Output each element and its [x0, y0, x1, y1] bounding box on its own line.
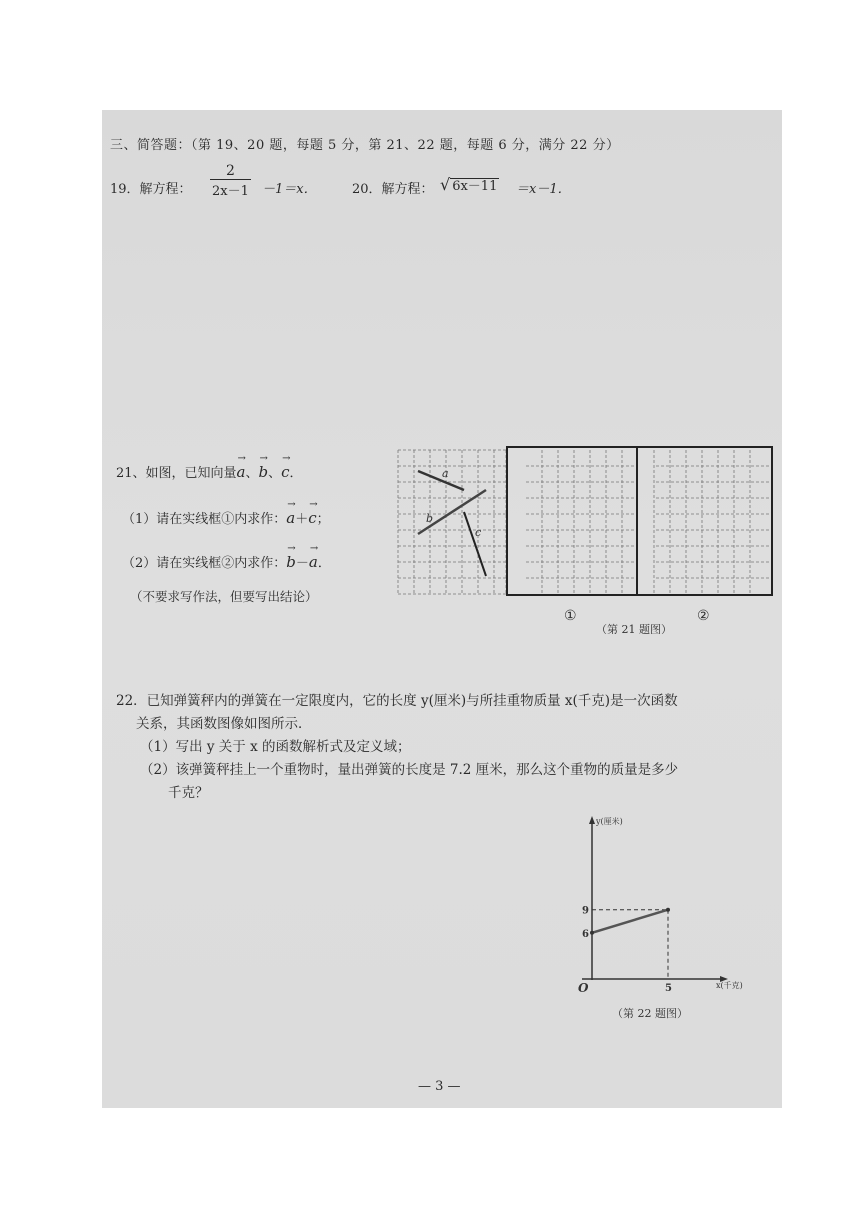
page-number: — 3 — — [418, 1079, 461, 1094]
vector-a-label: a — [442, 467, 449, 480]
sqrt-icon: √ — [440, 175, 451, 194]
vector-b-label: b — [426, 512, 434, 525]
q19-numerator: 2 — [225, 163, 235, 179]
y-axis-arrow-icon — [589, 816, 595, 824]
q20-radicand: 6x－11 — [452, 179, 498, 194]
q22-caption: （第 22 题图） — [612, 1007, 688, 1020]
section-heading: 三、简答题：（第 19、20 题，每题 5 分，第 21、22 题，每题 6 分，满分 22 分） — [110, 138, 620, 153]
solid-frame-1 — [507, 447, 637, 595]
vector-a: → a — [237, 463, 246, 481]
q20-rest: ＝x－1． — [516, 182, 571, 197]
minus-sign: － — [295, 556, 309, 571]
q22-line1: 22．已知弹簧秤内的弹簧在一定限度内，它的长度 y(厘米)与所挂重物质量 x(千克)是一次函数 — [116, 693, 678, 709]
q21-note: （不要求写作法，但要写出结论） — [130, 589, 318, 604]
q22-line2: 关系，其函数图像如图所示． — [136, 716, 312, 732]
frame-2-label: ② — [697, 608, 710, 624]
vector-b: → b — [259, 463, 269, 481]
separator: 、 — [245, 466, 259, 481]
vector-a: → a — [286, 509, 295, 527]
q21-intro-text: 21、如图，已知向量 — [116, 466, 237, 481]
q19-rest: －1＝x． — [262, 182, 317, 197]
plus-sign: ＋ — [295, 512, 309, 527]
vector-b: → b — [286, 553, 296, 571]
q21-part1-text: （1）请在实线框①内求作： — [122, 512, 287, 527]
data-point — [666, 908, 670, 912]
data-point — [590, 931, 594, 935]
dashed-grid — [398, 450, 772, 594]
vector-a: → a — [309, 553, 318, 571]
frame-1-label: ① — [564, 608, 577, 624]
end-mark: ； — [316, 512, 330, 527]
q22-line3: （1）写出 y 关于 x 的函数解析式及定义域； — [140, 739, 411, 755]
solid-frame-2 — [637, 447, 772, 595]
x-tick-label: 5 — [665, 983, 672, 994]
q21-part2-text: （2）请在实线框②内求作： — [122, 556, 287, 571]
chart-marks — [582, 906, 672, 994]
vector-c-arrow — [464, 512, 486, 576]
q20-label: 20．解方程： — [352, 182, 434, 197]
q21-part1 — [122, 508, 330, 527]
y-tick-label: 9 — [582, 905, 589, 917]
origin-label: O — [578, 981, 589, 995]
q21-caption: （第 21 题图） — [596, 623, 672, 634]
q21-figure — [396, 444, 776, 634]
vector-c: → c — [281, 463, 289, 481]
vector-c-label: c — [475, 526, 482, 539]
vector-a-arrow — [418, 471, 464, 490]
series-line — [592, 910, 668, 933]
x-axis-label: x(千克) — [716, 981, 743, 990]
q21-intro — [116, 462, 303, 481]
separator: 、 — [268, 466, 282, 481]
q21-part2 — [122, 552, 331, 571]
q22-line5: 千克？ — [168, 785, 209, 801]
q22-chart — [560, 812, 760, 1027]
vector-c: → c — [308, 509, 316, 527]
end-mark: ． — [289, 466, 303, 481]
q19-denominator: 2x－1 — [212, 184, 249, 199]
y-axis-label: y(厘米) — [596, 817, 623, 826]
q19-label: 19．解方程： — [110, 182, 192, 197]
y-tick-label: 6 — [582, 928, 589, 940]
q22-line4: （2）该弹簧秤挂上一个重物时，量出弹簧的长度是 7.2 厘米，那么这个重物的质量是多少 — [140, 762, 679, 778]
end-mark: ． — [317, 556, 331, 571]
q19-fraction — [210, 163, 251, 199]
q20-sqrt — [440, 175, 499, 194]
